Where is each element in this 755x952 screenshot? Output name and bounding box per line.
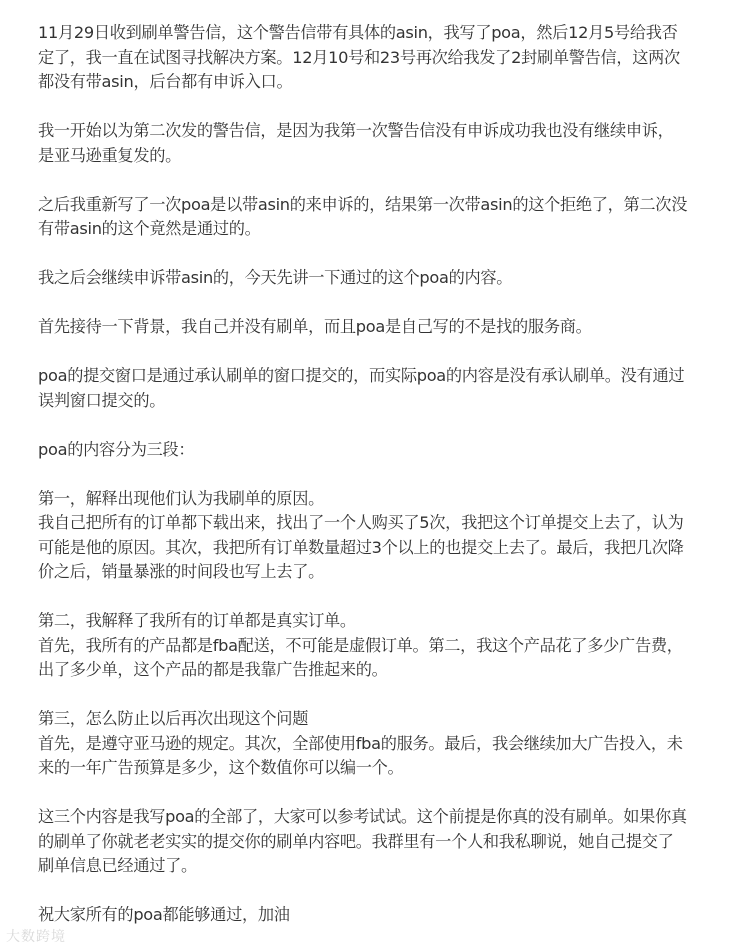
text-line: 首先，我所有的产品都是fba配送，不可能是虚假订单。第二，我这个产品花了多少广告费， <box>38 635 683 655</box>
paragraph <box>38 364 738 413</box>
text-line: 第二，我解释了我所有的订单都是真实订单。 <box>38 611 356 630</box>
text-line: 首先接待一下背景，我自己并没有刷单，而且poa是自己写的不是找的服务商。 <box>38 317 592 336</box>
paragraph <box>38 438 738 463</box>
text-line: 价之后，销量暴涨的时间段也写上去了。 <box>38 562 324 581</box>
text-line: 首先，是遵守亚马逊的规定。其次，全部使用fba的服务。最后，我会继续加大广告投入，未 <box>38 733 683 753</box>
paragraph <box>38 119 738 168</box>
text-line: 都没有带asin，后台都有申诉入口。 <box>38 72 293 91</box>
text-line: 可能是他的原因。其次，我把所有订单数量超过3个以上的也提交上去了。最后，我把几次降 <box>38 537 684 557</box>
paragraph <box>38 193 738 242</box>
text-line: poa的提交窗口是通过承认刷单的窗口提交的，而实际poa的内容是没有承认刷单。没有通过 <box>38 366 685 385</box>
watermark-logo: 大数跨境 <box>6 929 66 945</box>
paragraph <box>38 487 738 585</box>
paragraph <box>38 266 738 291</box>
article-body <box>38 21 738 952</box>
paragraph <box>38 21 738 95</box>
text-line: 来的一年广告预算是多少，这个数值你可以编一个。 <box>38 758 404 777</box>
text-line: 之后我重新写了一次poa是以带asin的来申诉的，结果第一次带asin的这个拒绝了，第二次没 <box>38 194 688 214</box>
paragraph <box>38 609 738 683</box>
text-line: 的刷单了你就老老实实的提交你的刷单内容吧。我群里有一个人和我私聊说，她自己提交了 <box>38 831 674 851</box>
text-line: 我自己把所有的订单都下载出来，找出了一个人购买了5次，我把这个订单提交上去了，认为 <box>38 513 684 532</box>
text-line: 祝大家所有的poa都能够通过，加油 <box>38 905 290 924</box>
text-line: 第一，解释出现他们认为我刷单的原因。 <box>38 488 324 508</box>
text-line: 误判窗口提交的。 <box>38 390 166 410</box>
text-line: 11月29日收到刷单警告信，这个警告信带有具体的asin，我写了poa，然后12月5号给我否 <box>38 23 678 42</box>
paragraph <box>38 805 738 879</box>
text-line: 刷单信息已经通过了。 <box>38 856 197 875</box>
paragraph <box>38 315 738 340</box>
paragraph <box>38 903 738 928</box>
text-line: 有带asin的这个竟然是通过的。 <box>38 219 261 238</box>
text-line: 我一开始以为第二次发的警告信，是因为我第一次警告信没有申诉成功我也没有继续申诉， <box>38 121 674 140</box>
text-line: 第三，怎么防止以后再次出现这个问题 <box>38 709 309 728</box>
text-line: poa的内容分为三段： <box>38 439 195 459</box>
text-line: 是亚马逊重复发的。 <box>38 145 181 165</box>
text-line: 定了，我一直在试图寻找解决方案。12月10号和23号再次给我发了2封刷单警告信，这两次 <box>38 47 680 67</box>
text-line: 出了多少单，这个产品的都是我靠广告推起来的。 <box>38 660 388 679</box>
text-line: 我之后会继续申诉带asin的，今天先讲一下通过的这个poa的内容。 <box>38 268 513 287</box>
text-line: 这三个内容是我写poa的全部了，大家可以参考试试。这个前提是你真的没有刷单。如果你真 <box>38 807 687 826</box>
paragraph <box>38 707 738 781</box>
